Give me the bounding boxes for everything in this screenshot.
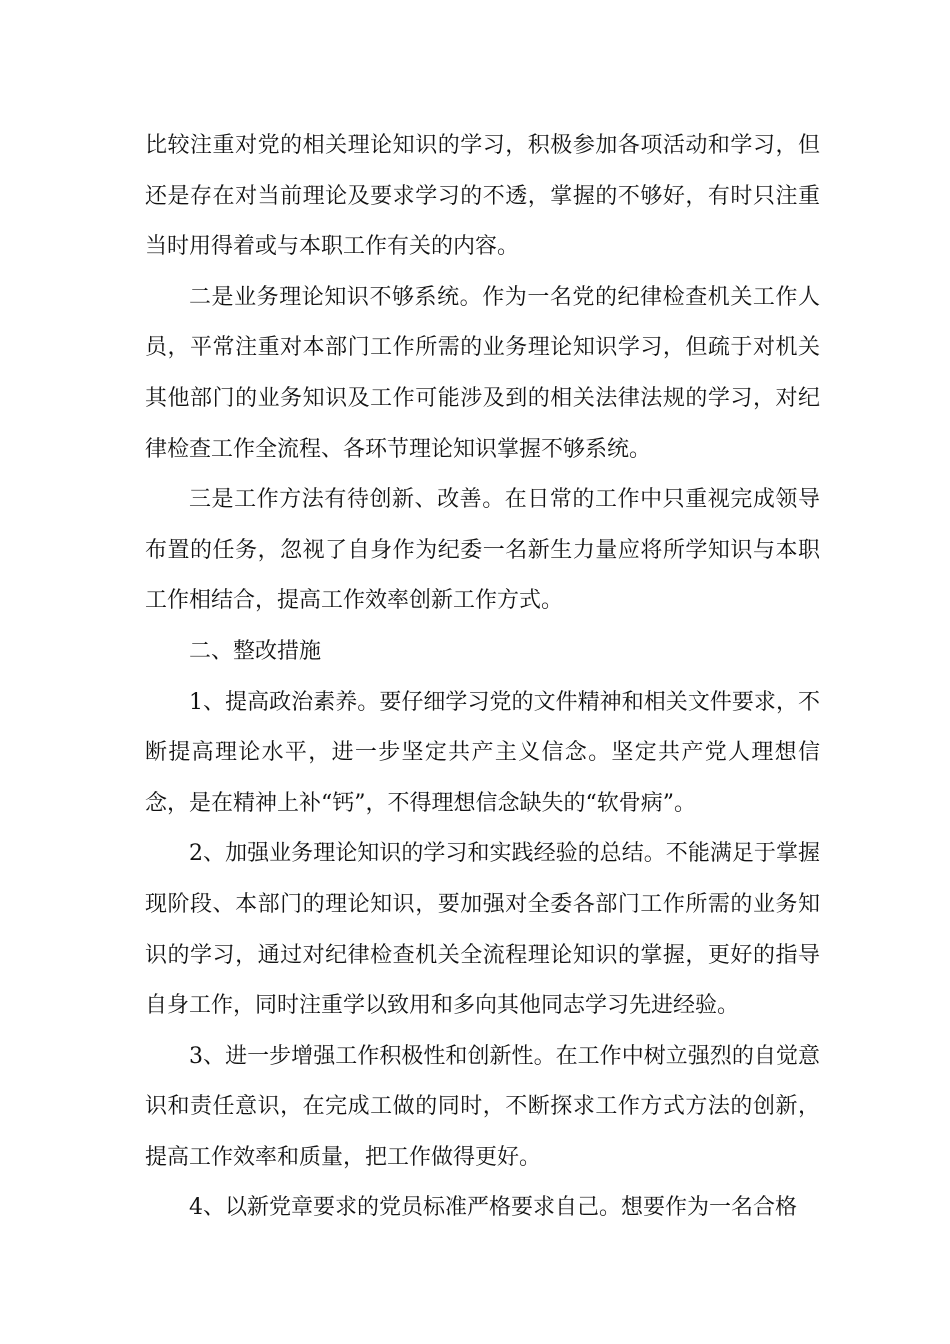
paragraph-measure-1: 1、提高政治素养。要仔细学习党的文件精神和相关文件要求，不断提高理论水平，进一步坚定共产主义信念。坚定共产党人理想信念，是在精神上补“钙”，不得理想信念缺失的“软骨病”。 bbox=[145, 689, 820, 816]
paragraph-measure-4: 4、以新党章要求的党员标准严格要求自己。想要作为一名合格 bbox=[189, 1195, 797, 1221]
paragraph-2: 二是业务理论知识不够系统。作为一名党的纪律检查机关工作人员，平常注重对本部门工作所需的业务理论知识学习，但疏于对机关其他部门的业务知识及工作可能涉及到的相关法律法规的学习，对纪律检查工作全流程、各环节理论知识掌握不够系统。 bbox=[145, 284, 820, 462]
paragraph-measure-3: 3、进一步增强工作积极性和创新性。在工作中树立强烈的自觉意识和责任意识，在完成工做的同时，不断探求工作方式方法的创新，提高工作效率和质量，把工作做得更好。 bbox=[145, 1043, 820, 1170]
paragraph-3: 三是工作方法有待创新、改善。在日常的工作中只重视完成领导布置的任务，忽视了自身作为纪委一名新生力量应将所学知识与本职工作相结合，提高工作效率创新工作方式。 bbox=[145, 487, 820, 614]
section-heading: 二、整改措施 bbox=[189, 638, 322, 664]
paragraph-1: 比较注重对党的相关理论知识的学习，积极参加各项活动和学习，但还是存在对当前理论及要求学习的不透，掌握的不够好，有时只注重当时用得着或与本职工作有关的内容。 bbox=[145, 133, 820, 260]
document-body bbox=[145, 121, 820, 1234]
paragraph-measure-2: 2、加强业务理论知识的学习和实践经验的总结。不能满足于掌握现阶段、本部门的理论知识，要加强对全委各部门工作所需的业务知识的学习，通过对纪律检查机关全流程理论知识的掌握，更好的指导自身工作，同时注重学以致用和多向其他同志学习先进经验。 bbox=[145, 841, 820, 1019]
